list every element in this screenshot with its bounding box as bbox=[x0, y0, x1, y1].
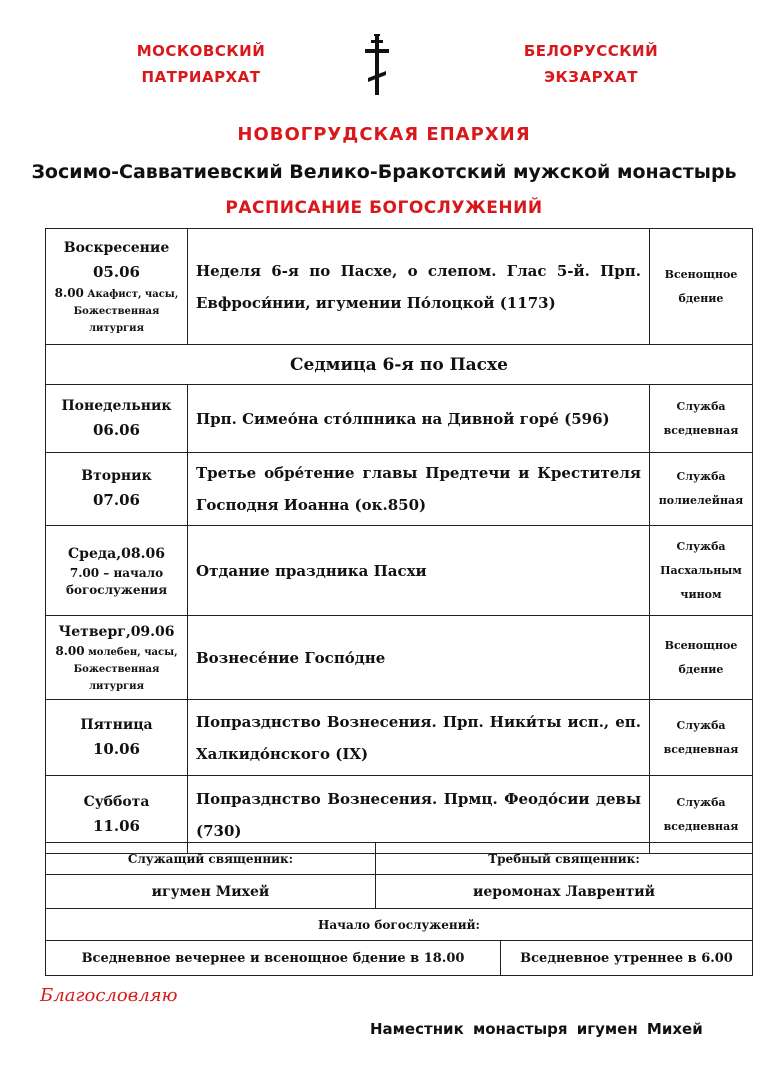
service-line1: Служба bbox=[676, 718, 726, 732]
service-type bbox=[650, 526, 753, 616]
service-line3: чином bbox=[680, 587, 722, 601]
service-type bbox=[650, 453, 753, 526]
service-line1: Служба bbox=[676, 470, 726, 483]
day-cell bbox=[46, 526, 188, 616]
note-text: молебен, часы, bbox=[88, 646, 178, 658]
schedule-title: РАСПИСАНИЕ БОГОСЛУЖЕНИЙ bbox=[225, 198, 543, 218]
week-heading: Седмица 6-я по Пасхе bbox=[46, 345, 753, 385]
requests-priest-name: иеромонах Лаврентий bbox=[376, 875, 753, 909]
table-row bbox=[46, 385, 753, 453]
feast-description: Попразднство Вознесения. Прп. Ники́ты исп., еп. Халкидо́нского (IX) bbox=[188, 700, 650, 776]
day-name: Пятница bbox=[80, 716, 153, 733]
abbot-signature: Наместник монастыря игумен Михей bbox=[370, 1020, 703, 1038]
exarchate-header bbox=[506, 38, 676, 90]
services-start-label: Начало богослужений: bbox=[46, 909, 753, 941]
header-right-line1: БЕЛОРУССКИЙ bbox=[523, 42, 659, 60]
service-line2: бдение bbox=[678, 662, 724, 676]
service-line2: вседневная bbox=[663, 742, 739, 756]
orthodox-cross-icon bbox=[362, 34, 392, 96]
serving-priest-label: Служащий священник: bbox=[46, 843, 376, 875]
note-time: 8.00 bbox=[54, 285, 84, 300]
service-line2: вседневная bbox=[663, 819, 739, 833]
table-row bbox=[46, 616, 753, 700]
day-name: Понедельник bbox=[61, 397, 172, 414]
header-left-line2: ПАТРИАРХАТ bbox=[141, 68, 261, 86]
service-line2: вседневная bbox=[663, 423, 739, 437]
table-row bbox=[46, 453, 753, 526]
service-line1: Всенощное bbox=[664, 638, 738, 652]
note-time: 8.00 bbox=[55, 643, 85, 658]
day-date: 05.06 bbox=[93, 262, 140, 281]
day-note-2: богослужения bbox=[65, 582, 168, 597]
week-row bbox=[46, 345, 753, 385]
service-type bbox=[650, 229, 753, 345]
day-name: Среда,08.06 bbox=[68, 545, 165, 562]
eparchy-title: НОВОГРУДСКАЯ ЕПАРХИЯ bbox=[237, 124, 531, 145]
schedule-table bbox=[45, 228, 753, 854]
requests-priest-label: Требный священник: bbox=[376, 843, 753, 875]
feast-description: Попразднство Вознесения. Прмц. Феодо́сии девы (730) bbox=[188, 776, 650, 854]
table-row bbox=[46, 229, 753, 345]
header-left-line1: МОСКОВСКИЙ bbox=[136, 42, 266, 60]
day-cell bbox=[46, 453, 188, 526]
morning-service-time: Вседневное утреннее в 6.00 bbox=[501, 941, 753, 976]
clergy-table bbox=[45, 842, 753, 976]
service-line1: Служба bbox=[676, 539, 726, 553]
day-date: 07.06 bbox=[93, 491, 140, 509]
day-date: 10.06 bbox=[93, 739, 140, 758]
note-text: Акафист, часы, bbox=[87, 288, 179, 300]
monastery-title: Зосимо-Савватиевский Велико-Бракотский мужской монастырь bbox=[31, 161, 737, 183]
day-cell bbox=[46, 229, 188, 345]
service-line1: Служба bbox=[676, 795, 726, 809]
patriarchate-header bbox=[116, 38, 286, 90]
feast-description: Неделя 6-я по Пасхе, о слепом. Глас 5-й. Прп. Евфроси́нии, игумении По́лоцкой (1173) bbox=[188, 229, 650, 345]
evening-service-time: Вседневное вечернее и всенощное бдение в 18.00 bbox=[46, 941, 501, 976]
day-date: 06.06 bbox=[93, 420, 140, 439]
table-row bbox=[46, 700, 753, 776]
service-line2: полиелейная bbox=[658, 494, 744, 507]
header-right-line2: ЭКЗАРХАТ bbox=[544, 68, 638, 86]
feast-description: Отдание праздника Пасхи bbox=[188, 526, 650, 616]
serving-priest-name: игумен Михей bbox=[46, 875, 376, 909]
feast-description: Вознесе́ние Госпо́дне bbox=[188, 616, 650, 700]
day-note-2: Божественная литургия bbox=[73, 663, 160, 692]
day-name: Четверг,09.06 bbox=[58, 623, 175, 640]
feast-description: Прп. Симео́на сто́лпника на Дивной горе́ (596) bbox=[188, 385, 650, 453]
day-cell bbox=[46, 385, 188, 453]
service-type bbox=[650, 385, 753, 453]
day-cell bbox=[46, 616, 188, 700]
blessing-text: Благословляю bbox=[40, 985, 178, 1006]
day-note bbox=[48, 285, 185, 303]
day-name: Суббота bbox=[83, 793, 150, 810]
day-name: Вторник bbox=[81, 468, 152, 484]
feast-description: Третье обре́тение главы Предтечи и Крестителя Господня Иоанна (ок.850) bbox=[188, 453, 650, 526]
service-type bbox=[650, 700, 753, 776]
day-name: Воскресение bbox=[63, 239, 170, 256]
table-row bbox=[46, 526, 753, 616]
day-cell bbox=[46, 700, 188, 776]
service-type bbox=[650, 616, 753, 700]
day-note-2: Божественная литургия bbox=[73, 305, 160, 334]
day-date: 11.06 bbox=[93, 816, 140, 835]
service-line1: Всенощное bbox=[664, 267, 738, 281]
day-note bbox=[48, 643, 185, 661]
service-line2: бдение bbox=[678, 291, 724, 305]
service-line1: Служба bbox=[676, 399, 726, 413]
day-note: 7.00 – начало bbox=[69, 565, 164, 580]
service-line2: Пасхальным bbox=[660, 563, 742, 577]
